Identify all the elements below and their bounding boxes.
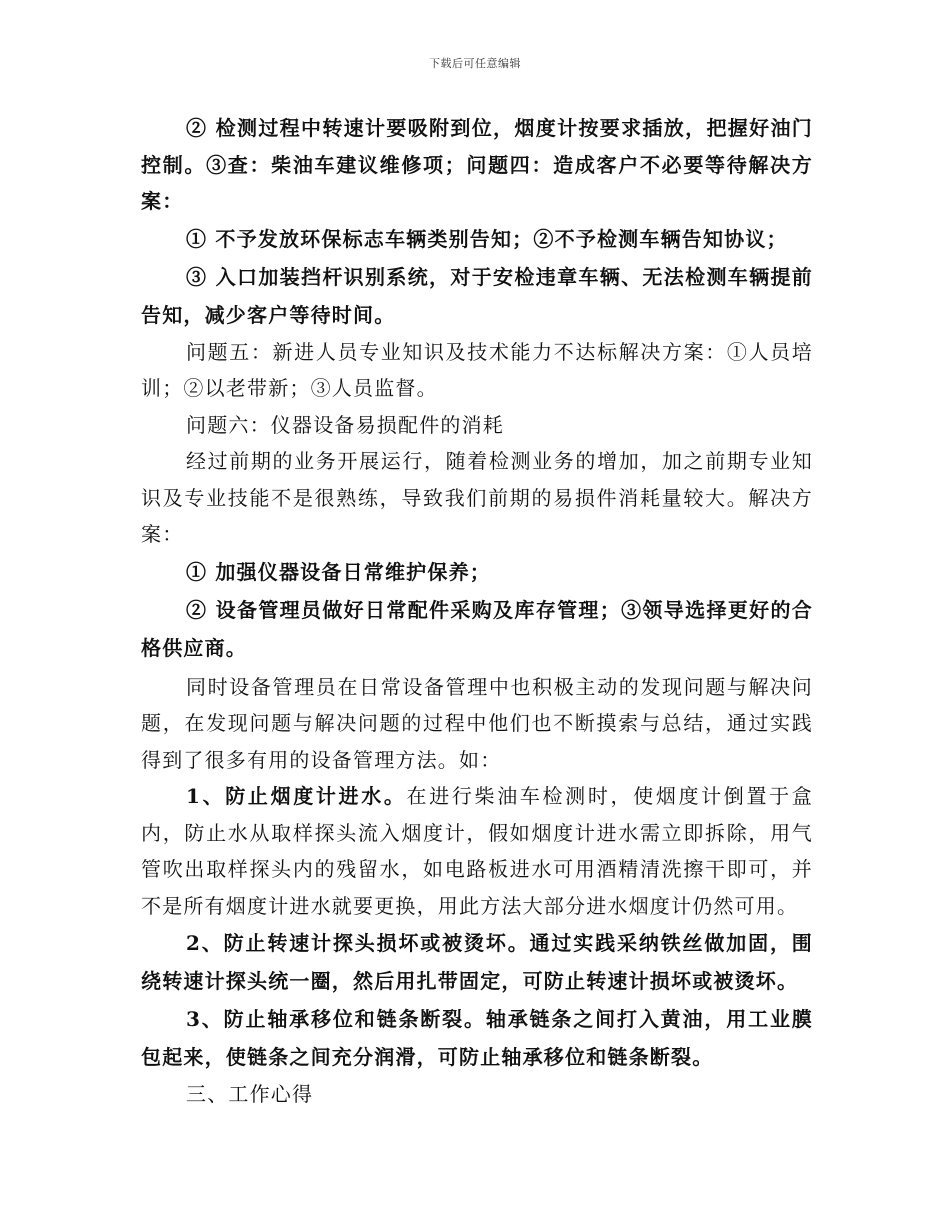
method-1-lead: 1、防止烟度计进水。 — [186, 784, 407, 808]
page-header: 下载后可任意编辑 — [429, 57, 521, 70]
paragraph-solution-notice: ① 不予发放环保标志车辆类别告知；②不予检测车辆告知协议； — [186, 226, 788, 251]
paragraph-problem-five: 问题五：新进人员专业知识及技术能力不达标解决方案：①人员培训；②以老带新；③人员监督。 — [141, 339, 813, 400]
paragraph-method-3: 3、防止轴承移位和链条断裂。轴承链条之间打入黄油，用工业膜包起来，使链条之间充分润滑，可防止轴承移位和链条断裂。 — [141, 1007, 813, 1069]
paragraph-solution-gate: ③ 入口加装挡杆识别系统，对于安检违章车辆、无法检测车辆提前告知，减少客户等待时间。 — [141, 264, 813, 327]
paragraph-solution-procurement: ② 设备管理员做好日常配件采购及库存管理；③领导选择更好的合格供应商。 — [141, 597, 813, 660]
paragraph-problem-six-body: 经过前期的业务开展运行，随着检测业务的增加，加之前期专业知识及专业技能不是很熟练，导致我们前期的易损件消耗量较大。解决方案： — [141, 449, 813, 546]
section-heading-work-insights: 三、工作心得 — [186, 1082, 314, 1106]
method-1-body: 在进行柴油车检测时，使烟度计倒置于盒内，防止水从取样探头流入烟度计，假如烟度计进水需立即拆除，用气管吹出取样探头内的残留水，如电路板进水可用酒精清洗擦干即可，并不是所有烟度计进水就要更换，用此方法大部分进水烟度计仍然可用。 — [141, 784, 813, 918]
document-body — [141, 110, 813, 1113]
paragraph-problem-six-title: 问题六：仪器设备易损配件的消耗 — [186, 412, 504, 437]
paragraph-solution-maintenance: ① 加强仪器设备日常维护保养； — [186, 559, 491, 584]
paragraph-management-methods: 同时设备管理员在日常设备管理中也积极主动的发现问题与解决问题，在发现问题与解决问题的过程中他们也不断摸索与总结，通过实践得到了很多有用的设备管理方法。如： — [141, 674, 813, 772]
paragraph-inspection-process: ② 检测过程中转速计要吸附到位，烟度计按要求插放，把握好油门控制。③查：柴油车建议维修项；问题四：造成客户不必要等待解决方案： — [141, 116, 813, 213]
paragraph-method-1 — [141, 778, 813, 924]
paragraph-method-2: 2、防止转速计探头损坏或被烫坏。通过实践采纳铁丝做加固，围绕转速计探头统一圈，然后用扎带固定，可防止转速计损坏或被烫坏。 — [141, 931, 813, 993]
